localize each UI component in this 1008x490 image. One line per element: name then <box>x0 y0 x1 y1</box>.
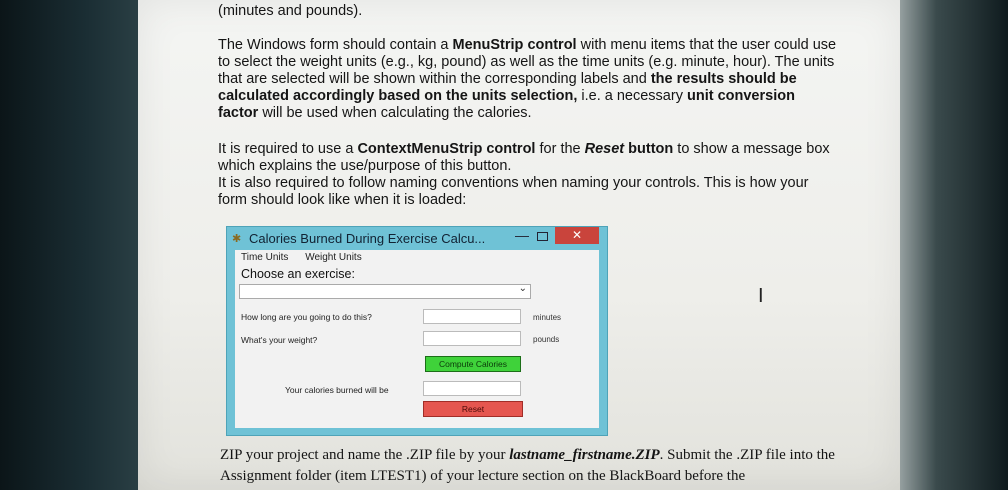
text-run: MenuStrip control <box>452 37 577 53</box>
weight-input[interactable] <box>423 331 521 346</box>
text-cursor-icon: I <box>758 285 764 307</box>
how-long-label: How long are you going to do this? <box>241 312 372 322</box>
paragraph-contextmenustrip <box>218 141 838 209</box>
text-run: unit conversion factor <box>218 88 795 121</box>
text-run: Reset <box>584 141 625 157</box>
minimize-button[interactable]: — <box>515 227 529 243</box>
chevron-down-icon: ⌄ <box>518 283 527 294</box>
text-run: the results should be calculated accordingly based on the units selection, <box>218 71 797 104</box>
close-button[interactable]: ✕ <box>555 227 599 244</box>
text-run: to show a message box which explains the use/purpose of this button. <box>218 141 830 174</box>
text-run: button <box>628 141 674 157</box>
paragraph-zip-instructions <box>220 445 860 487</box>
pounds-unit-label: pounds <box>533 335 560 344</box>
text-run: . Submit the .ZIP file into the Assignment folder (item LTEST1) of your lecture section on the BlackBoard before the <box>220 447 835 484</box>
text-run: lastname_firstname.ZIP <box>509 447 660 463</box>
form-client-area <box>235 250 599 428</box>
exercise-combobox[interactable] <box>239 284 531 299</box>
reset-button[interactable]: Reset <box>423 401 523 417</box>
minutes-unit-label: minutes <box>533 313 562 322</box>
text-line-top: (minutes and pounds). <box>218 3 363 19</box>
duration-input[interactable] <box>423 309 521 324</box>
menu-item-time-units[interactable]: Time Units <box>241 252 289 263</box>
screen-bezel-left <box>0 0 140 490</box>
text-run: The Windows form should contain a <box>218 37 453 53</box>
text-run: ZIP your project and name the .ZIP file by your <box>220 447 510 463</box>
document-page <box>138 0 900 490</box>
text-run: It is required to use a <box>218 141 358 157</box>
choose-exercise-label: Choose an exercise: <box>241 267 355 281</box>
weight-label: What's your weight? <box>241 335 318 345</box>
app-icon: ✱ <box>232 233 242 245</box>
form-screenshot <box>226 226 608 436</box>
text-run: will be used when calculating the calories. <box>258 105 532 121</box>
text-run: for the <box>535 141 585 157</box>
text-run: i.e. a necessary <box>577 88 687 104</box>
result-output <box>423 381 521 396</box>
menu-strip <box>241 252 376 263</box>
screen-bezel-right <box>898 0 1008 490</box>
text-run: It is also required to follow naming conventions when naming your controls. This is how your form should look like when it is loaded: <box>218 175 809 208</box>
compute-calories-button[interactable]: Compute Calories <box>425 356 521 372</box>
form-titlebar <box>227 227 607 249</box>
paragraph-menustrip <box>218 37 838 122</box>
form-title: Calories Burned During Exercise Calcu... <box>249 231 486 246</box>
text-run: ContextMenuStrip control <box>357 141 536 157</box>
menu-item-weight-units[interactable]: Weight Units <box>305 252 362 263</box>
text-run: with menu items that the user could use to select the weight units (e.g., kg, pound) as well as the time units (e.g. minute, hour). The units that are selected will be shown within the corresponding labels and <box>218 37 837 87</box>
maximize-button[interactable] <box>537 232 548 241</box>
result-label: Your calories burned will be <box>285 385 389 395</box>
